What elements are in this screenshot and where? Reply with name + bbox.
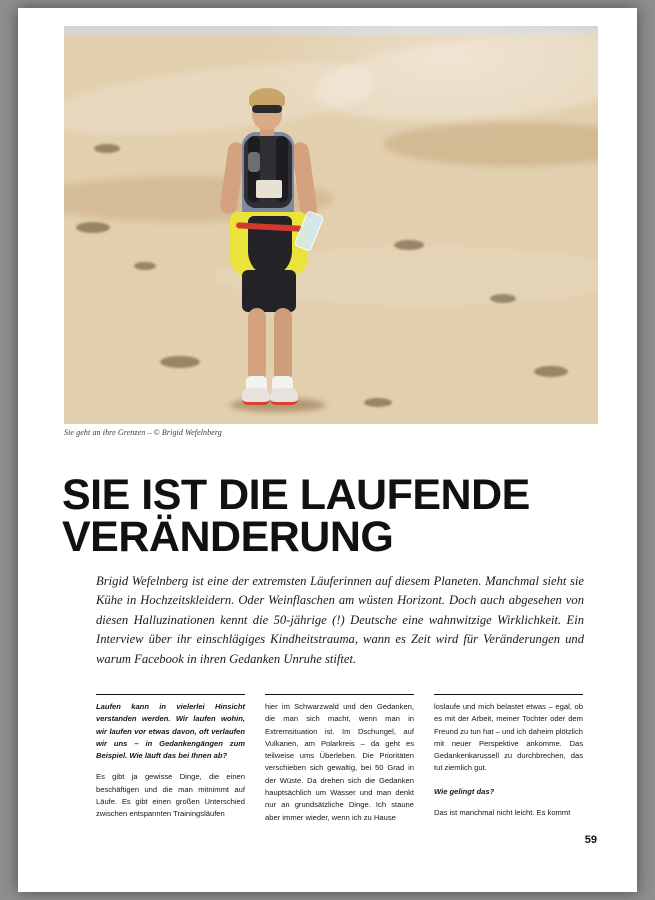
- headline-line-1: SIE IST DIE LAUFENDE: [62, 470, 530, 519]
- shrub: [76, 222, 110, 233]
- runner-left-shoe: [242, 388, 270, 405]
- interview-answer: hier im Schwarzwald und den Gedanken, die man sich macht, wenn man in Extremsituation ist. Im Dschungel, auf Vulkanen, am Polarkreis – da geht es teilweise ums Überleben. Die Prioritäten verschieben sich gewaltig, bei 50 Grad in der Wüste. Da drehen sich die Gedanken hauptsächlich um Wasser und man denkt nur an grundsätzliche Dinge. Ich staune aber immer wieder, wenn ich zu Hause: [265, 702, 414, 822]
- column-rule: [96, 694, 245, 695]
- shrub: [490, 294, 516, 303]
- column-rule: [265, 694, 414, 695]
- page-number: 59: [584, 834, 597, 846]
- interview-answer: Es gibt ja gewisse Dinge, die einen beschäftigen und die man mitnimmt auf Läufe. Es gibt einen großen Unterschied zwischen entspannten Trainingsläufen: [96, 772, 245, 819]
- shrub: [160, 356, 200, 368]
- runner-right-shoe: [270, 388, 298, 405]
- shrub: [134, 262, 156, 270]
- interview-answer: Das ist manchmal nicht leicht. Es kommt: [434, 808, 571, 818]
- sunglasses-icon: [252, 105, 282, 113]
- column-1: [96, 694, 245, 833]
- race-bib: [256, 180, 282, 198]
- runner-figure: [214, 84, 334, 414]
- runner-shorts: [242, 270, 296, 312]
- interview-question: Laufen kann in vielerlei Hinsicht verstanden werden. Wir laufen wohin, wir laufen vor etwas davon, oft verlaufen wir uns – in Gedankengängen zum Beispiel. Wie läuft das bei Ihnen ab?: [96, 702, 245, 761]
- chest-bottle: [248, 152, 260, 172]
- article-photo: [64, 26, 598, 424]
- column-rule: [434, 694, 583, 695]
- magazine-page: [18, 8, 637, 892]
- column-2: [265, 694, 414, 833]
- desert-background: [64, 26, 598, 424]
- lead-paragraph: Brigid Wefelnberg ist eine der extremsten Läuferinnen auf diesem Planeten. Manchmal sieht sie Kühe in Hochzeitskleidern. Oder Weinflaschen am wüsten Horizont. Doch auch abgesehen von diesen Halluzinationen kennt die 50-jährige (!) Deutsche eine wahnwitzige Wirklichkeit. Ein Interview über ihr einschlägiges Kindheitstrauma, wann es Zeit wird für Veränderungen und warum Facebook in ihren Gedanken Unruhe stiftet.: [96, 573, 584, 666]
- runner-left-leg: [248, 308, 266, 382]
- headline-line-2: VERÄNDERUNG: [62, 512, 394, 561]
- dune-shape: [384, 122, 598, 166]
- article-columns: [96, 694, 584, 833]
- dune-shape: [312, 27, 598, 130]
- column-3: [434, 694, 583, 833]
- interview-answer: loslaufe und mich belastet etwas – egal, ob es mit der Arbeit, meiner Tochter oder dem Freund zu tun hat – und ich daheim plötzlich mit neuer Perspektive ankomme. Das Gedankenkarussell zu durchbrechen, das tut ziemlich gut.: [434, 702, 584, 773]
- interview-question: Wie gelingt das?: [434, 786, 495, 796]
- page-title: [62, 470, 582, 561]
- runner-right-leg: [274, 308, 292, 382]
- shrub: [534, 366, 568, 377]
- shrub: [94, 144, 120, 153]
- runner-right-arm: [291, 141, 318, 219]
- shrub: [364, 398, 392, 407]
- photo-caption: Sie geht an ihre Grenzen – © Brigid Wefelnberg: [64, 428, 222, 437]
- shrub: [394, 240, 424, 250]
